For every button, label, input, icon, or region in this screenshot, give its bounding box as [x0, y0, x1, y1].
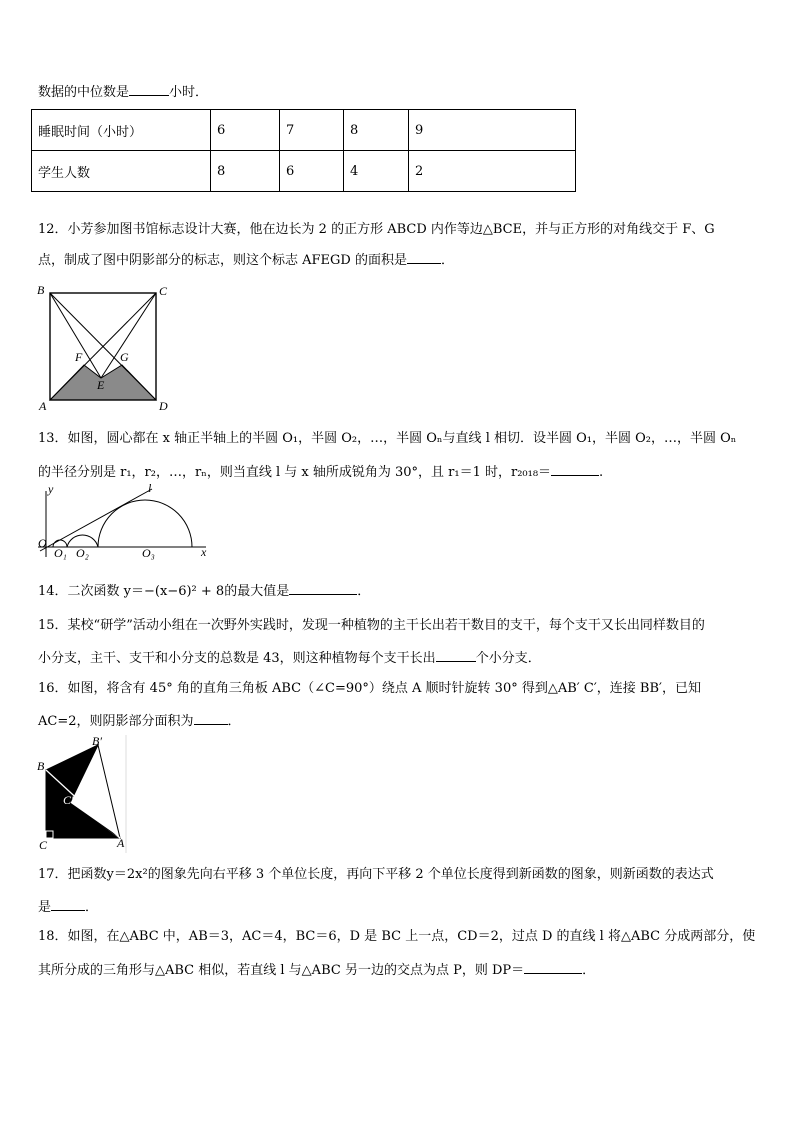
label-y: y [48, 482, 54, 496]
table-cell: 7 [280, 110, 344, 151]
table-cell: 8 [211, 151, 280, 192]
q14-text-before: 14．二次函数 y＝−(x−6)² + 8的最大值是 [38, 584, 290, 599]
q11-text-after: 小时． [169, 85, 209, 100]
label-a: A [117, 836, 125, 850]
label-a: A [39, 399, 47, 413]
table-cell: 2 [409, 151, 576, 192]
q18-text-before: 其所分成的三角形与△ABC 相似，若直线 l 与△ABC 另一边的交点为点 P，则 DP＝ [38, 963, 525, 978]
q18-line1: 18．如图，在△ABC 中，AB＝3，AC＝4，BC＝6，D 是 BC 上一点，CD＝2，过点 D 的直线 l 将△ABC 分成两部分，使 [38, 929, 756, 944]
label-c: C [159, 284, 168, 298]
label-x: x [201, 545, 207, 559]
label-o2: O₂ [76, 546, 89, 560]
sleep-data-table [31, 109, 576, 192]
table-cell: 睡眠时间（小时） [32, 110, 211, 151]
label-o3: O₃ [142, 546, 155, 560]
q11-line [38, 82, 208, 102]
q13-semicircle-figure [34, 481, 214, 563]
q12-text-after: ． [440, 253, 454, 268]
label-g: G [120, 350, 129, 364]
q17-text-before: 是 [38, 900, 52, 915]
q16-line2 [38, 711, 241, 731]
q18-line2 [38, 960, 595, 980]
q13-answer-blank[interactable] [551, 462, 599, 476]
q11-text-before: 数据的中位数是 [38, 85, 130, 100]
table-row [32, 151, 576, 192]
label-c-prime: C′ [63, 793, 74, 807]
q16-text-after: ． [227, 714, 241, 729]
label-o1: O₁ [54, 546, 67, 560]
q13-line1: 13．如图，圆心都在 x 轴正半轴上的半圆 O₁，半圆 O₂，…，半圆 Oₙ与直线 l 相切．设半圆 O₁，半圆 O₂，…，半圆 Oₙ [38, 431, 737, 446]
label-l: l [148, 481, 152, 495]
q18-text-after: ． [582, 963, 596, 978]
q14-line [38, 581, 370, 601]
q16-line1: 16．如图，将含有 45° 角的直角三角板 ABC（∠C=90°）绕点 A 顺时针旋转 30° 得到△AB′ C′，连接 BB′，已知 [38, 681, 701, 696]
q12-text-before: 点，制成了图中阴影部分的标志，则这个标志 AFEGD 的面积是 [38, 253, 407, 268]
q15-line1: 15．某校“研学”活动小组在一次野外实践时，发现一种植物的主干长出若干数目的支干，每个支干又长出同样数目的 [38, 618, 705, 633]
label-d: D [159, 399, 168, 413]
table-cell: 6 [211, 110, 280, 151]
q13-text-after: . [599, 465, 604, 480]
q16-answer-blank[interactable] [194, 711, 228, 725]
label-b-prime: B′ [92, 734, 102, 748]
q15-line2 [38, 648, 541, 668]
table-cell: 6 [280, 151, 344, 192]
table-row [32, 110, 576, 151]
table-cell: 9 [409, 110, 576, 151]
label-c: C [39, 838, 48, 852]
label-f: F [75, 350, 83, 364]
label-o: O [38, 536, 47, 550]
q16-rotation-figure [34, 735, 134, 855]
q17-answer-blank[interactable] [51, 897, 85, 911]
q17-line2 [38, 897, 98, 917]
table-cell: 4 [344, 151, 409, 192]
q13-text-before: 的半径分别是 r₁，r₂，…，rₙ，则当直线 l 与 x 轴所成锐角为 30°，且 r₁＝1 时，r₂₀₁₈＝ [38, 465, 552, 480]
label-e: E [97, 378, 105, 392]
q12-line1: 12．小芳参加图书馆标志设计大赛，他在边长为 2 的正方形 ABCD 内作等边△BCE，并与正方形的对角线交于 F、G [38, 222, 715, 237]
q15-text-before: 小分支，主干、支干和小分支的总数是 43，则这种植物每个支干长出 [38, 651, 436, 666]
q15-answer-blank[interactable] [436, 648, 476, 662]
label-b: B [37, 759, 45, 773]
label-b: B [37, 283, 45, 297]
table-cell: 学生人数 [32, 151, 211, 192]
table-cell: 8 [344, 110, 409, 151]
q17-line1: 17．把函数y＝2x²的图象先向右平移 3 个单位长度，再向下平移 2 个单位长度得到新函数的图象，则新函数的表达式 [38, 867, 714, 882]
q18-answer-blank[interactable] [524, 960, 582, 974]
q12-line2 [38, 250, 454, 270]
q14-answer-blank[interactable] [289, 581, 357, 595]
q12-square-figure [34, 283, 184, 415]
q17-text-after: ． [85, 900, 99, 915]
q14-text-after: ． [357, 584, 371, 599]
q11-answer-blank[interactable] [129, 82, 169, 96]
q15-text-after: 个小分支． [475, 651, 541, 666]
q13-line2 [38, 462, 603, 482]
q16-text-before: AC=2，则阴影部分面积为 [38, 714, 194, 729]
q12-answer-blank[interactable] [407, 250, 441, 264]
